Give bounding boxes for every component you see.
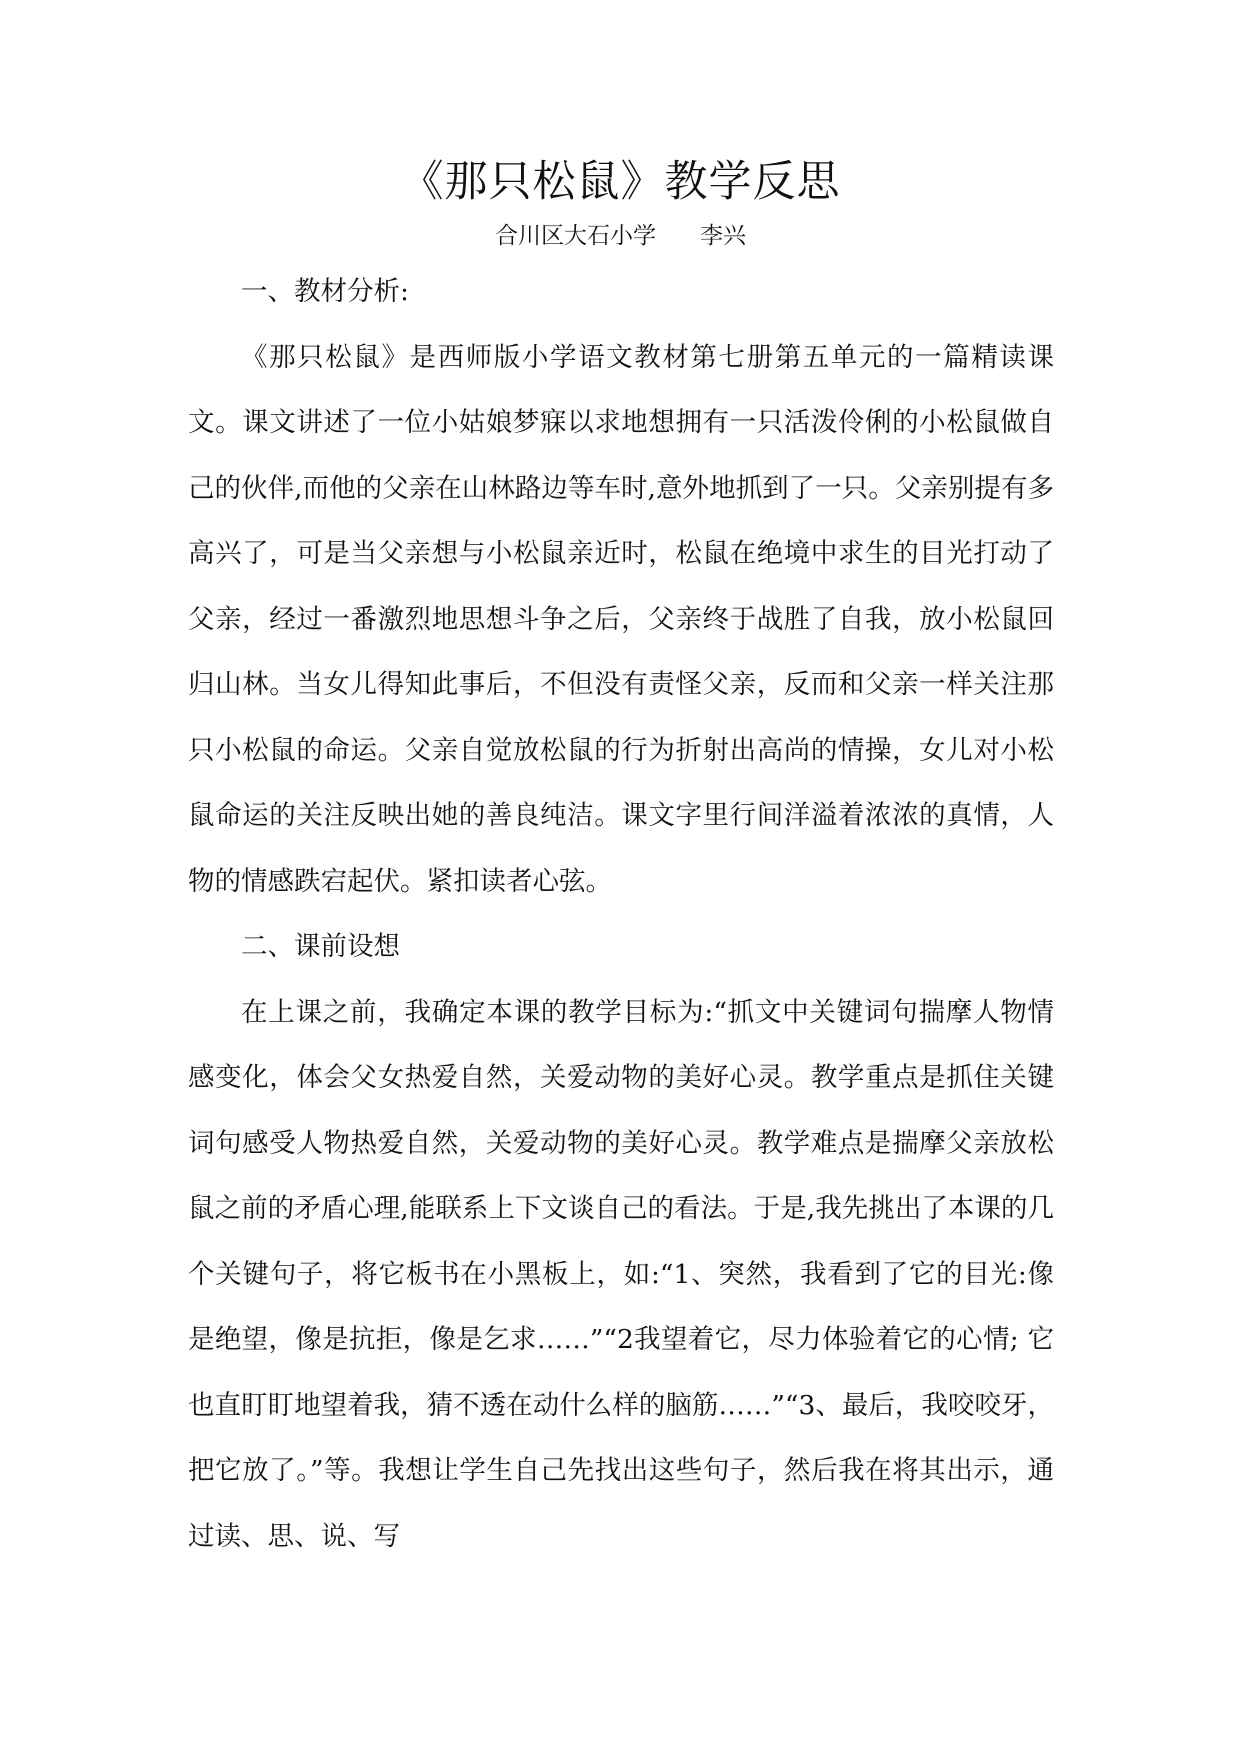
section-heading-pre-class-plan: 二、课前设想 bbox=[241, 931, 400, 962]
byline bbox=[0, 220, 1241, 252]
school-name: 合川区大石小学 bbox=[495, 223, 656, 249]
paragraph-pre-class-plan: 在上课之前，我确定本课的教学目标为:“抓文中关键词句揣摩人物情感变化，体会父女热爱自然，关爱动物的美好心灵。教学重点是抓住关键词句感受人物热爱自然，关爱动物的美好心灵。教学难点是揣摩父亲放松鼠之前的矛盾心理,能联系上下文谈自己的看法。于是,我先挑出了本课的几个关键句子，将它板书在小黑板上，如:“1、突然，我看到了它的目光:像是绝望，像是抗拒，像是乞求……”“2我望着它，尽力体验着它的心情; 它也直盯盯地望着我，猜不透在动什么样的脑筋……”“3、最后，我咬咬牙，把它放了。”等。我想让学生自己先找出这些句子，然后我在将其出示，通过读、思、说、写 bbox=[188, 996, 1054, 1552]
paragraph-textbook-analysis: 《那只松鼠》是西师版小学语文教材第七册第五单元的一篇精读课文。课文讲述了一位小姑娘梦寐以求地想拥有一只活泼伶俐的小松鼠做自己的伙伴,而他的父亲在山林路边等车时,意外地抓到了一只。父亲别提有多高兴了，可是当父亲想与小松鼠亲近时，松鼠在绝境中求生的目光打动了父亲，经过一番激烈地思想斗争之后，父亲终于战胜了自我，放小松鼠回归山林。当女儿得知此事后，不但没有责怪父亲，反而和父亲一样关注那只小松鼠的命运。父亲自觉放松鼠的行为折射出高尚的情操，女儿对小松鼠命运的关注反映出她的善良纯洁。课文字里行间洋溢着浓浓的真情，人物的情感跌宕起伏。紧扣读者心弦。 bbox=[188, 341, 1054, 897]
section-heading-textbook-analysis: 一、教材分析: bbox=[241, 276, 409, 307]
author-name: 李兴 bbox=[700, 223, 746, 249]
document-body bbox=[188, 259, 1054, 1569]
document-title: 《那只松鼠》教学反思 bbox=[400, 157, 841, 207]
